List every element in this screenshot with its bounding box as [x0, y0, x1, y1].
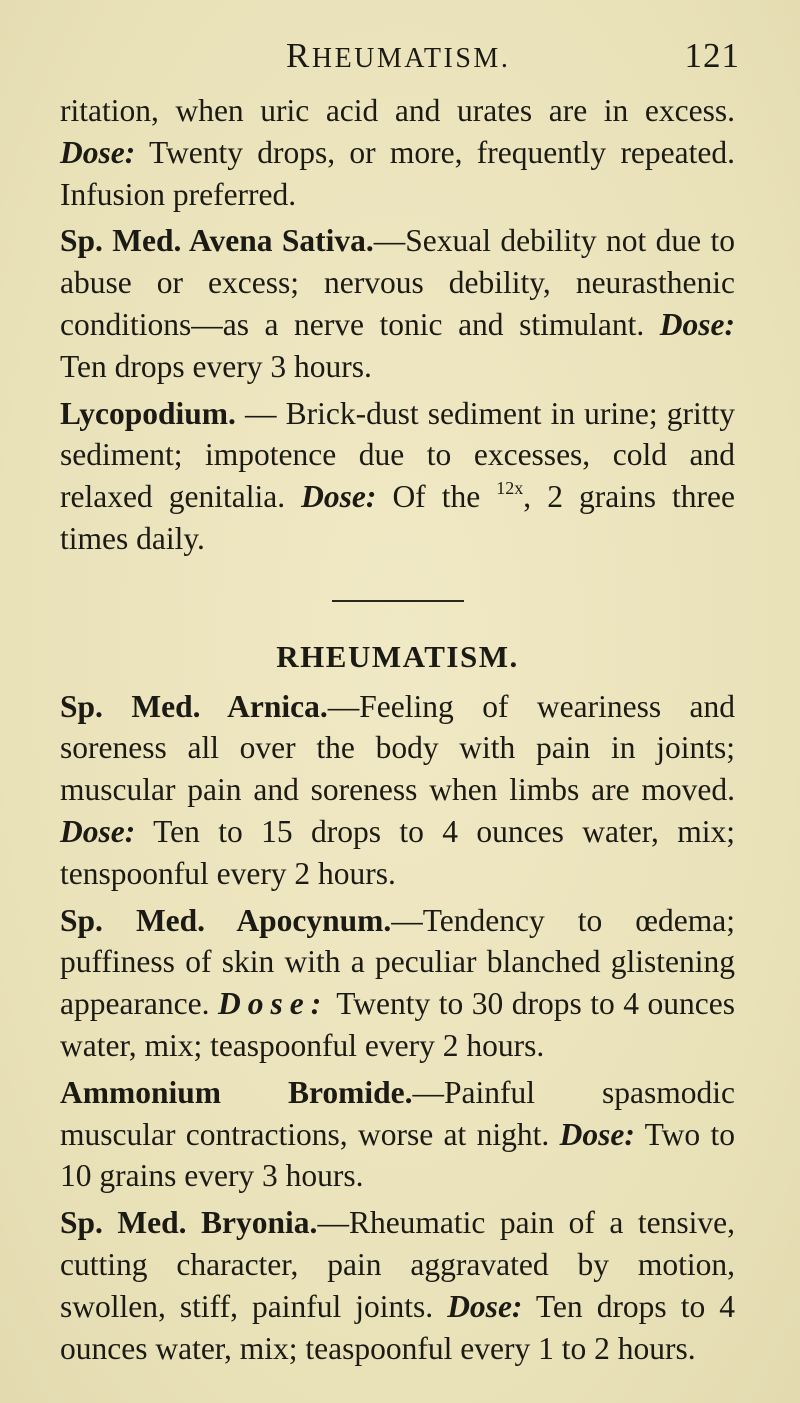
- dose-label: Dose:: [659, 306, 735, 342]
- dose-prefix: Of the: [392, 479, 481, 515]
- page-body: [60, 90, 735, 1369]
- dose-text: Twenty to 30 drops to 4 ounces water, mix; teaspoonful every 2 hours.: [60, 986, 736, 1063]
- remedy-entry-avena-sativa: [60, 220, 735, 387]
- section-heading: RHEUMATISM.: [276, 638, 519, 674]
- dose-label: Dose:: [301, 479, 377, 515]
- remedy-name: Sp. Med. Bryonia.: [60, 1205, 318, 1241]
- remedy-description: —Tendency to œdema; puffiness of skin with a peculiar blanched glistening appearance.: [60, 902, 736, 1022]
- remedy-entry-apocynum: [60, 900, 735, 1067]
- dose-label: Dose:: [559, 1116, 635, 1152]
- remedy-entry-ammonium-bromide: [60, 1072, 735, 1197]
- remedy-description: — Brick-dust sediment in urine; gritty sediment; impotence due to excesses, cold and relaxed genitalia.: [60, 395, 735, 515]
- remedy-entry-bryonia: [60, 1202, 735, 1369]
- dose-potency: 12x: [496, 478, 524, 499]
- remedy-description: —Feeling of weariness and soreness all over the body with pain in joints; muscular pain and soreness when limbs are moved.: [60, 688, 736, 808]
- remedy-name: Sp. Med. Apocynum.: [60, 902, 392, 938]
- dose-label: Dose:: [60, 813, 136, 849]
- remedy-entry-lycopodium: [60, 393, 735, 560]
- remedy-description: —Sexual debility not due to abuse or excess; nervous debility, neurasthenic conditions—as a nerve tonic and stimulant.: [60, 223, 736, 342]
- dose-label: Dose:: [218, 986, 329, 1022]
- dose-text: Ten drops to 4 ounces water, mix; teaspoonful every 1 to 2 hours.: [60, 1288, 736, 1366]
- remedy-name: Ammonium Bromide.: [60, 1074, 413, 1110]
- running-head-title-rest: HEUMATISM.: [311, 43, 511, 74]
- remedy-name: Sp. Med. Avena Sativa.: [60, 223, 374, 259]
- remedy-name: Lycopodium.: [60, 395, 236, 431]
- continued-text: ritation, when uric acid and urates are in excess.: [60, 93, 735, 128]
- remedy-description: —Painful spasmodic muscular contractions, worse at night.: [60, 1074, 735, 1152]
- running-head-title-initial: R: [286, 36, 312, 75]
- section-divider: [332, 600, 464, 602]
- running-head-title: [286, 36, 510, 76]
- dose-label: Dose:: [60, 134, 136, 170]
- dose-label: Dose:: [447, 1288, 523, 1324]
- dose-text: Twenty drops, or more, frequently repeated. Infusion preferred.: [60, 134, 735, 212]
- dose-text: Two to 10 grains every 3 hours.: [60, 1116, 735, 1194]
- running-head: [60, 28, 740, 78]
- continued-paragraph: [60, 90, 735, 215]
- page-number: 121: [684, 36, 740, 75]
- remedy-entry-arnica: [60, 686, 735, 895]
- dose-text: Ten drops every 3 hours.: [60, 348, 372, 384]
- remedy-description: —Rheumatic pain of a tensive, cutting character, pain aggravated by motion, swollen, stiff, painful joints.: [60, 1205, 736, 1324]
- remedy-name: Sp. Med. Arnica.: [60, 688, 328, 724]
- dose-text: Ten to 15 drops to 4 ounces water, mix; tenspoonful every 2 hours.: [60, 813, 735, 891]
- dose-text: , 2 grains three times daily.: [60, 479, 736, 556]
